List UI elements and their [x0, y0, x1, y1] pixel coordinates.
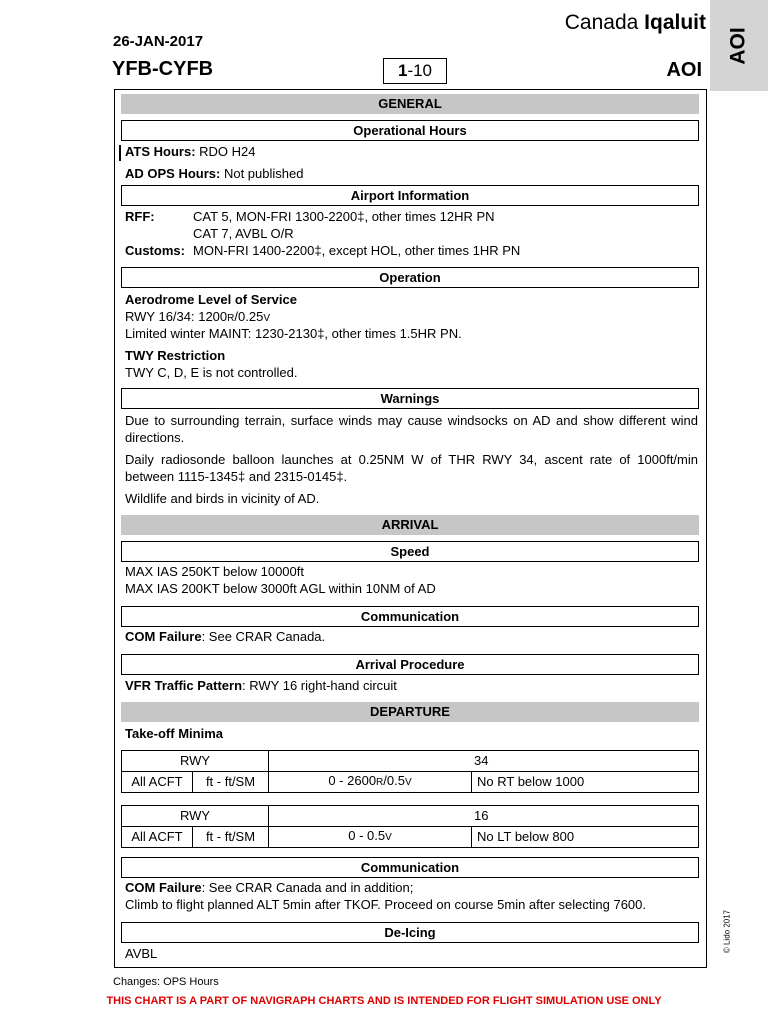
minima-cell: [269, 827, 472, 848]
ats-hours: [125, 144, 256, 159]
takeoff-minima-title-text: Take-off Minima: [125, 726, 223, 741]
ad-ops-hours: [125, 166, 303, 181]
page-number-main: 1: [397, 61, 408, 80]
acft-cell: All ACFT: [122, 772, 193, 793]
minima-v: V: [385, 832, 392, 843]
chart-date: 26-JAN-2017: [113, 33, 204, 50]
page-number: [383, 58, 447, 84]
speed-limit-1: MAX IAS 250KT below 10000ft: [125, 564, 304, 579]
subsection-operation: Operation: [121, 267, 699, 288]
de-icing-value: AVBL: [125, 946, 158, 961]
rwy-number-cell: [269, 751, 699, 772]
twy-restriction-title: [125, 348, 225, 363]
section-departure: DEPARTURE: [121, 702, 699, 722]
copyright: [719, 905, 733, 965]
table-row: [122, 751, 699, 772]
subsection-airport-information: Airport Information: [121, 185, 699, 206]
subsection-operational-hours: Operational Hours: [121, 120, 699, 141]
rwy-label-cell: [122, 806, 269, 827]
remark-cell: No RT below 1000: [472, 772, 699, 793]
subsection-arrival-procedure: Arrival Procedure: [121, 654, 699, 675]
warnings-list: [125, 412, 698, 507]
departure-com-failure-label: COM Failure: [125, 880, 202, 895]
section-general: GENERAL: [121, 94, 699, 114]
warning-wildlife: Wildlife and birds in vicinity of AD.: [125, 491, 320, 506]
warning-radiosonde: Daily radiosonde balloon launches at 0.25NM W of THR RWY 34, ascent rate of 1000ft/min between 1115-1345‡ and 2315-0145‡.: [125, 452, 698, 484]
minima-a: 0 - 0.5: [348, 828, 386, 843]
arrival-com-failure-label: COM Failure: [125, 629, 202, 644]
customs-label: Customs:: [125, 243, 185, 258]
rwy-number-cell: [269, 806, 699, 827]
copyright-text: © Lido 2017: [722, 909, 732, 954]
acft-cell: All ACFT: [122, 827, 193, 848]
rff-line-2: CAT 7, AVBL O/R: [193, 226, 294, 241]
rff-label: RFF:: [125, 209, 155, 224]
takeoff-minima-table-rwy34: [121, 750, 699, 793]
rwy-level-r: R: [227, 313, 235, 324]
aerodrome-level-title: [125, 292, 297, 307]
rwy-level-of-service: [125, 309, 270, 324]
ats-hours-label: ATS Hours:: [125, 144, 196, 159]
subsection-arrival-communication: Communication: [121, 606, 699, 627]
subsection-de-icing: De-Icing: [121, 922, 699, 943]
rwy-level-a: RWY 16/34: 1200: [125, 309, 228, 324]
unit-cell: ft - ft/SM: [193, 772, 269, 793]
airport-location: [565, 11, 706, 35]
departure-com-failure-value: : See CRAR Canada and in addition;: [201, 880, 414, 895]
rwy-number: 34: [474, 753, 489, 768]
airport-code: YFB-CYFB: [112, 58, 214, 80]
ats-hours-value: RDO H24: [195, 144, 256, 159]
table-row: [122, 827, 699, 848]
rwy-number: 16: [474, 808, 489, 823]
speed-limit-2: MAX IAS 200KT below 3000ft AGL within 10NM of AD: [125, 581, 436, 596]
arrival-com-failure-value: : See CRAR Canada.: [201, 629, 326, 644]
country: Canada: [564, 11, 639, 34]
unit-cell: ft - ft/SM: [193, 827, 269, 848]
page-number-sub: -10: [407, 61, 433, 80]
aerodrome-level-title-text: Aerodrome Level of Service: [125, 292, 297, 307]
region-code: AOI: [666, 59, 702, 81]
city: Iqaluit: [644, 11, 706, 34]
section-arrival: ARRIVAL: [121, 515, 699, 535]
rwy-level-v: V: [263, 313, 270, 324]
minima-b: /0.5: [383, 773, 405, 788]
minima-v: V: [404, 777, 412, 788]
vfr-traffic-pattern-label: VFR Traffic Pattern: [125, 678, 243, 693]
change-bar: [119, 145, 121, 161]
warning-terrain: Due to surrounding terrain, surface winds may cause windsocks on AD and show different wind directions.: [125, 413, 698, 445]
ad-ops-hours-value: Not published: [220, 166, 304, 181]
remark-cell: No LT below 800: [472, 827, 699, 848]
vfr-traffic-pattern: [125, 678, 397, 693]
twy-restriction-title-text: TWY Restriction: [125, 348, 226, 363]
rff-line-1: CAT 5, MON-FRI 1300-2200‡, other times 12HR PN: [193, 209, 495, 224]
rwy-label: RWY: [179, 808, 211, 823]
region-tab: [710, 0, 768, 91]
rwy-label: RWY: [179, 753, 211, 768]
subsection-speed: Speed: [121, 541, 699, 562]
vfr-traffic-pattern-value: : RWY 16 right-hand circuit: [242, 678, 397, 693]
minima-r: R: [376, 777, 384, 788]
changes-note: Changes: OPS Hours: [113, 976, 219, 988]
departure-com-failure: [125, 880, 413, 895]
twy-restriction-text: TWY C, D, E is not controlled.: [125, 365, 298, 380]
customs-value: MON-FRI 1400-2200‡, except HOL, other times 1HR PN: [193, 243, 521, 258]
takeoff-minima-title: [125, 726, 223, 741]
subsection-warnings: Warnings: [121, 388, 699, 409]
disclaimer: THIS CHART IS A PART OF NAVIGRAPH CHARTS AND IS INTENDED FOR FLIGHT SIMULATION USE ONLY: [106, 995, 662, 1007]
subsection-departure-communication: Communication: [121, 857, 699, 878]
rwy-label-cell: [122, 751, 269, 772]
arrival-com-failure: [125, 629, 325, 644]
region-tab-label: AOI: [727, 26, 750, 65]
winter-maint: Limited winter MAINT: 1230-2130‡, other times 1.5HR PN.: [125, 326, 462, 341]
ad-ops-hours-label: AD OPS Hours:: [125, 166, 221, 181]
rwy-level-b: /0.25: [234, 309, 264, 324]
departure-com-failure-line2: Climb to flight planned ALT 5min after TKOF. Proceed on course 5min after selecting 7600.: [125, 897, 647, 912]
minima-a: 0 - 2600: [328, 773, 377, 788]
table-row: [122, 772, 699, 793]
table-row: [122, 806, 699, 827]
minima-cell: [269, 772, 472, 793]
takeoff-minima-table-rwy16: [121, 805, 699, 848]
